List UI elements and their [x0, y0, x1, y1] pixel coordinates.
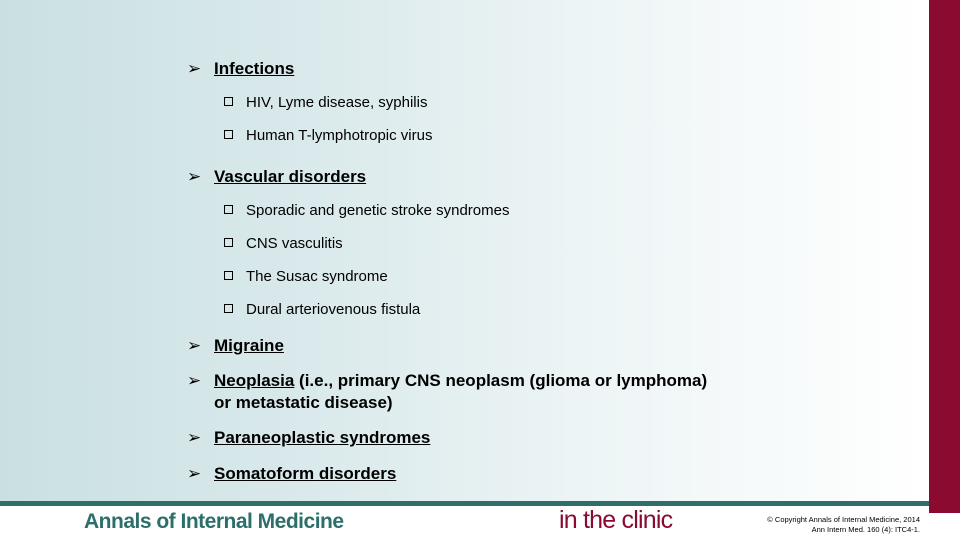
checkbox-bullet-icon [224, 97, 233, 106]
checkbox-bullet-icon [224, 130, 233, 139]
bullet-label-line2: or metastatic disease) [214, 393, 393, 412]
arrow-bullet-icon: ➢ [187, 336, 202, 355]
bullet-label: Paraneoplastic syndromes [214, 428, 431, 447]
sub-item-label: CNS vasculitis [246, 235, 343, 252]
arrow-bullet-icon: ➢ [187, 464, 202, 483]
checkbox-bullet-icon [224, 304, 233, 313]
bullet-label: Somatoform disorders [214, 464, 397, 483]
arrow-bullet-icon: ➢ [187, 428, 202, 447]
bullet-label: Neoplasia [214, 371, 295, 390]
bullet-label-continuation: (i.e., primary CNS neoplasm (glioma or lymphoma) [294, 371, 708, 390]
bullet-label: Infections [214, 59, 295, 78]
citation-line: Ann Intern Med. 160 (4): ITC4-1. [811, 525, 920, 534]
checkbox-bullet-icon [224, 238, 233, 247]
sub-item-label: Sporadic and genetic stroke syndromes [246, 202, 510, 219]
copyright-line: © Copyright Annals of Internal Medicine, 2014 [767, 515, 920, 524]
sub-item-label: Human T-lymphotropic virus [246, 127, 433, 144]
arrow-bullet-icon: ➢ [187, 371, 202, 390]
journal-logo: Annals of Internal Medicine [84, 510, 344, 533]
sub-item-label: HIV, Lyme disease, syphilis [246, 94, 428, 111]
copyright-notice [767, 515, 920, 535]
right-accent-bar [929, 0, 960, 513]
checkbox-bullet-icon [224, 271, 233, 280]
checkbox-bullet-icon [224, 205, 233, 214]
arrow-bullet-icon: ➢ [187, 167, 202, 186]
sub-item-label: Dural arteriovenous fistula [246, 301, 421, 318]
sub-item-label: The Susac syndrome [246, 268, 388, 285]
bullet-label: Migraine [214, 336, 284, 355]
bullet-label: Vascular disorders [214, 167, 367, 186]
arrow-bullet-icon: ➢ [187, 59, 202, 78]
in-the-clinic-logo: in the clinic [559, 506, 673, 534]
